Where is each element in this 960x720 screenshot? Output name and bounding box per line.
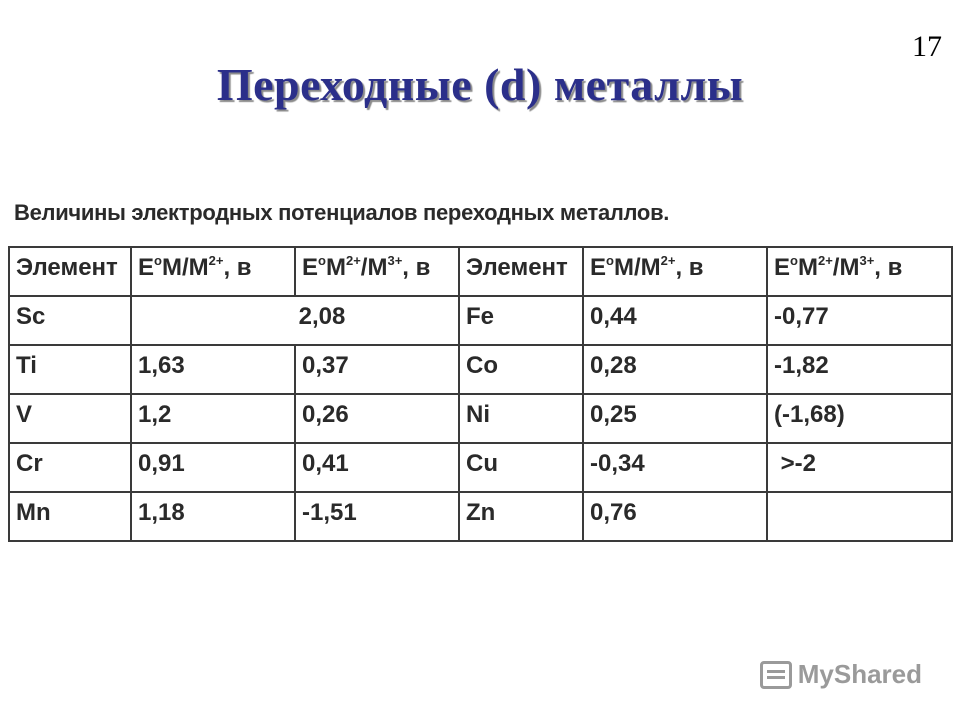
header-element-2: Элемент (459, 247, 583, 296)
cell-element: Ti (9, 345, 131, 394)
cell-element: Fe (459, 296, 583, 345)
cell-value: 0,76 (583, 492, 767, 541)
potentials-table (8, 246, 953, 542)
cell-element: Cr (9, 443, 131, 492)
cell-element: Zn (459, 492, 583, 541)
cell-value-merged: 2,08 (131, 296, 459, 345)
cell-value: 1,63 (131, 345, 295, 394)
cell-value: 0,91 (131, 443, 295, 492)
cell-element: Mn (9, 492, 131, 541)
cell-value (767, 492, 952, 541)
cell-element: Cu (459, 443, 583, 492)
cell-value: >-2 (767, 443, 952, 492)
cell-element: V (9, 394, 131, 443)
cell-value: 1,18 (131, 492, 295, 541)
slide-title: Переходные (d) металлы (216, 59, 744, 110)
header-e-m2-2: $E^oM/M^{2+}$, в (583, 247, 767, 296)
table-header-row (9, 247, 952, 296)
cell-value: 0,37 (295, 345, 459, 394)
cell-element: Co (459, 345, 583, 394)
header-e-m3-2: $E^oM^{2+}/M^{3+}$, в (767, 247, 952, 296)
cell-value: -0,77 (767, 296, 952, 345)
cell-value: -0,34 (583, 443, 767, 492)
slide-number: 17 (912, 30, 942, 63)
cell-value: (-1,68) (767, 394, 952, 443)
cell-value: 0,28 (583, 345, 767, 394)
cell-value: 0,26 (295, 394, 459, 443)
cell-element: Sc (9, 296, 131, 345)
cell-value: 0,41 (295, 443, 459, 492)
header-e-m3: $E^oM^{2+}/M^{3+}$, в (295, 247, 459, 296)
cell-value: 1,2 (131, 394, 295, 443)
table-row (9, 394, 952, 443)
table-row (9, 492, 952, 541)
myshared-logo-icon (760, 661, 792, 689)
cell-value: -1,51 (295, 492, 459, 541)
header-element: Элемент (9, 247, 131, 296)
watermark (760, 659, 922, 690)
table-row (9, 296, 952, 345)
table-row (9, 443, 952, 492)
table-caption: Величины электродных потенциалов переходных металлов. (14, 200, 670, 225)
watermark-text: MyShared (797, 659, 922, 689)
cell-element: Ni (459, 394, 583, 443)
header-e-m2: $E^oM/M^{2+}$, в (131, 247, 295, 296)
cell-value: 0,25 (583, 394, 767, 443)
cell-value: 0,44 (583, 296, 767, 345)
table-row (9, 345, 952, 394)
cell-value: -1,82 (767, 345, 952, 394)
